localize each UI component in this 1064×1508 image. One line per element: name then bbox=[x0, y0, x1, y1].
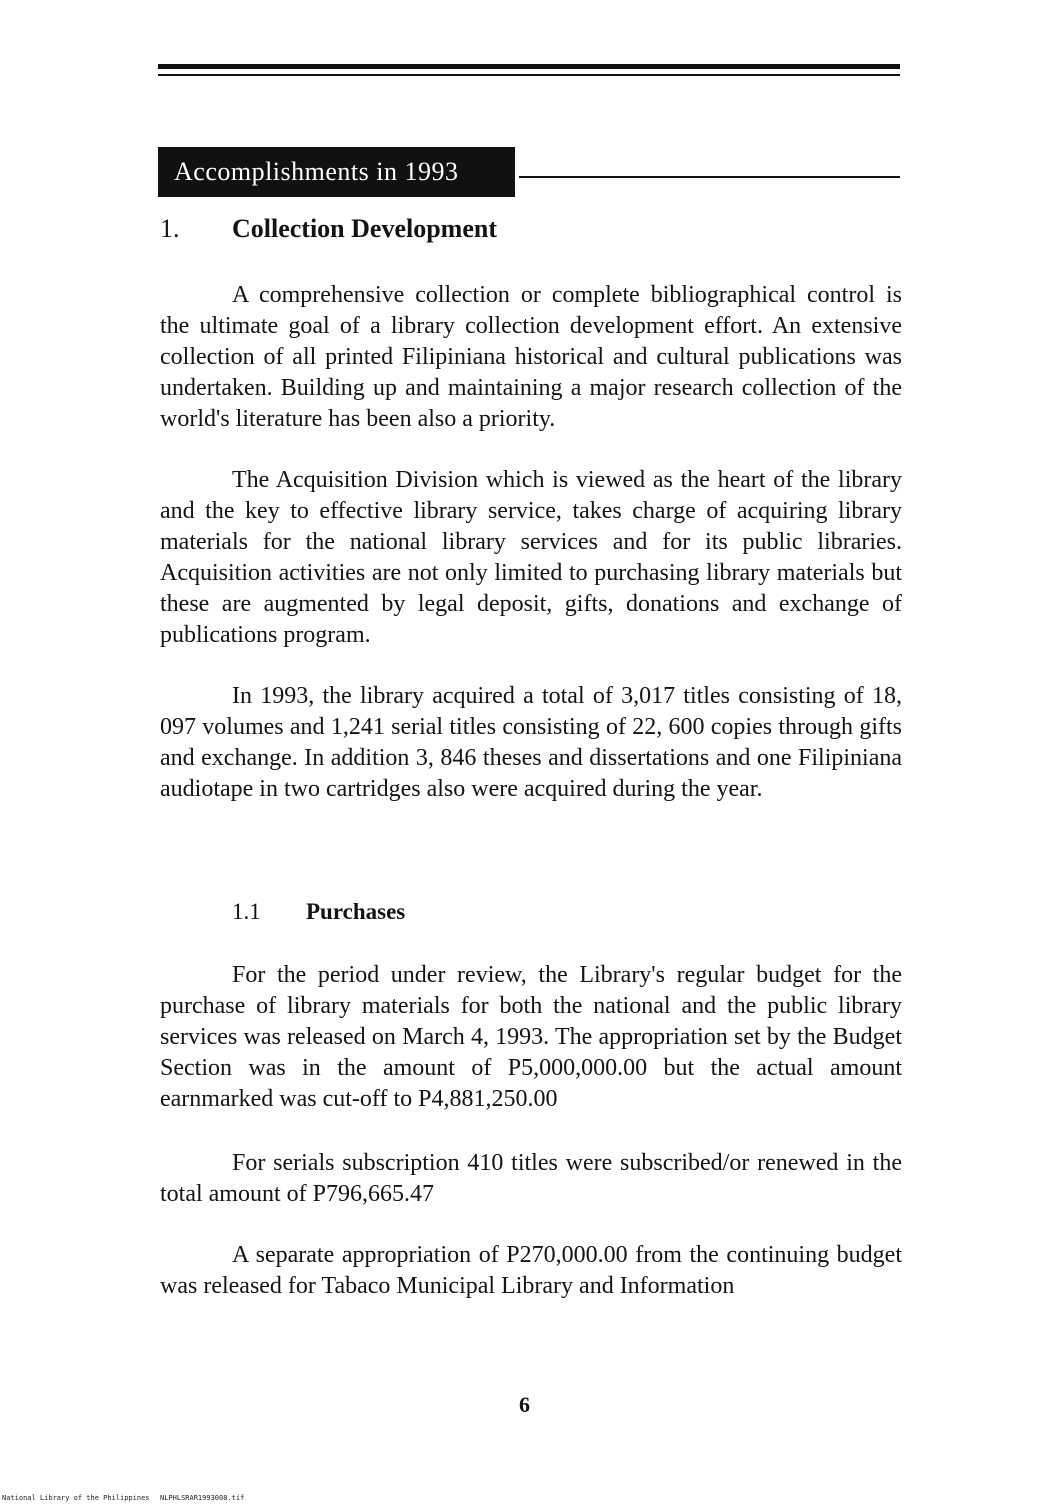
section-heading-number: 1. bbox=[160, 214, 180, 243]
subsection-heading-number: 1.1 bbox=[232, 899, 261, 924]
footer-filename: NLPHLSRAR1993008.tif bbox=[160, 1494, 245, 1502]
paragraph-6 bbox=[160, 1240, 902, 1302]
paragraph-1 bbox=[160, 280, 902, 435]
top-rule-thin bbox=[158, 74, 900, 76]
section-heading-title: Collection Development bbox=[232, 214, 498, 243]
paragraph-3-text: In 1993, the library acquired a total of 3,017 titles consisting of 18, 097 volumes and 1,241 serial titles consisting of 22, 600 copies through gifts and exchange. In addition 3, 846 theses and dissertations and one Filipiniana audiotape in two cartridges also were acquired during the year. bbox=[160, 683, 902, 802]
paragraph-5-text: For serials subscription 410 titles were subscribed/or renewed in the total amount of P796,665.47 bbox=[160, 1150, 902, 1207]
paragraph-2-text: The Acquisition Division which is viewed as the heart of the library and the key to effective library service, takes charge of acquiring library materials for the national library services and for its public libraries. Acquisition activities are not only limited to purchasing library materials but these are augmented by legal deposit, gifts, donations and exchange of publications program. bbox=[160, 467, 902, 648]
banner-rule bbox=[519, 176, 900, 178]
section-banner-text: Accomplishments in 1993 bbox=[174, 157, 459, 186]
paragraph-5 bbox=[160, 1148, 902, 1210]
paragraph-3 bbox=[160, 681, 902, 805]
top-rule-thick bbox=[158, 64, 900, 69]
section-heading bbox=[160, 214, 497, 244]
paragraph-4-text: For the period under review, the Library's regular budget for the purchase of library materials for both the national and the public library services was released on March 4, 1993. The appropriation set by the Budget Section was in the amount of P5,000,000.00 but the actual amount earnmarked was cut-off to P4,881,250.00 bbox=[160, 962, 902, 1112]
section-banner bbox=[158, 147, 515, 197]
subsection-heading bbox=[232, 899, 405, 925]
page-number: 6 bbox=[519, 1392, 530, 1417]
paragraph-4 bbox=[160, 960, 902, 1115]
subsection-heading-title: Purchases bbox=[306, 899, 406, 924]
paragraph-1-text: A comprehensive collection or complete bibliographical control is the ultimate goal of a library collection development effort. An extensive collection of all printed Filipiniana historical and cultural publications was undertaken. Building up and maintaining a major research collection of the world's literature has been also a priority. bbox=[160, 282, 902, 432]
paragraph-2 bbox=[160, 465, 902, 651]
footer-source: National Library of the Philippines bbox=[2, 1494, 150, 1502]
paragraph-6-text: A separate appropriation of P270,000.00 from the continuing budget was released for Tabaco Municipal Library and Information bbox=[160, 1242, 902, 1299]
